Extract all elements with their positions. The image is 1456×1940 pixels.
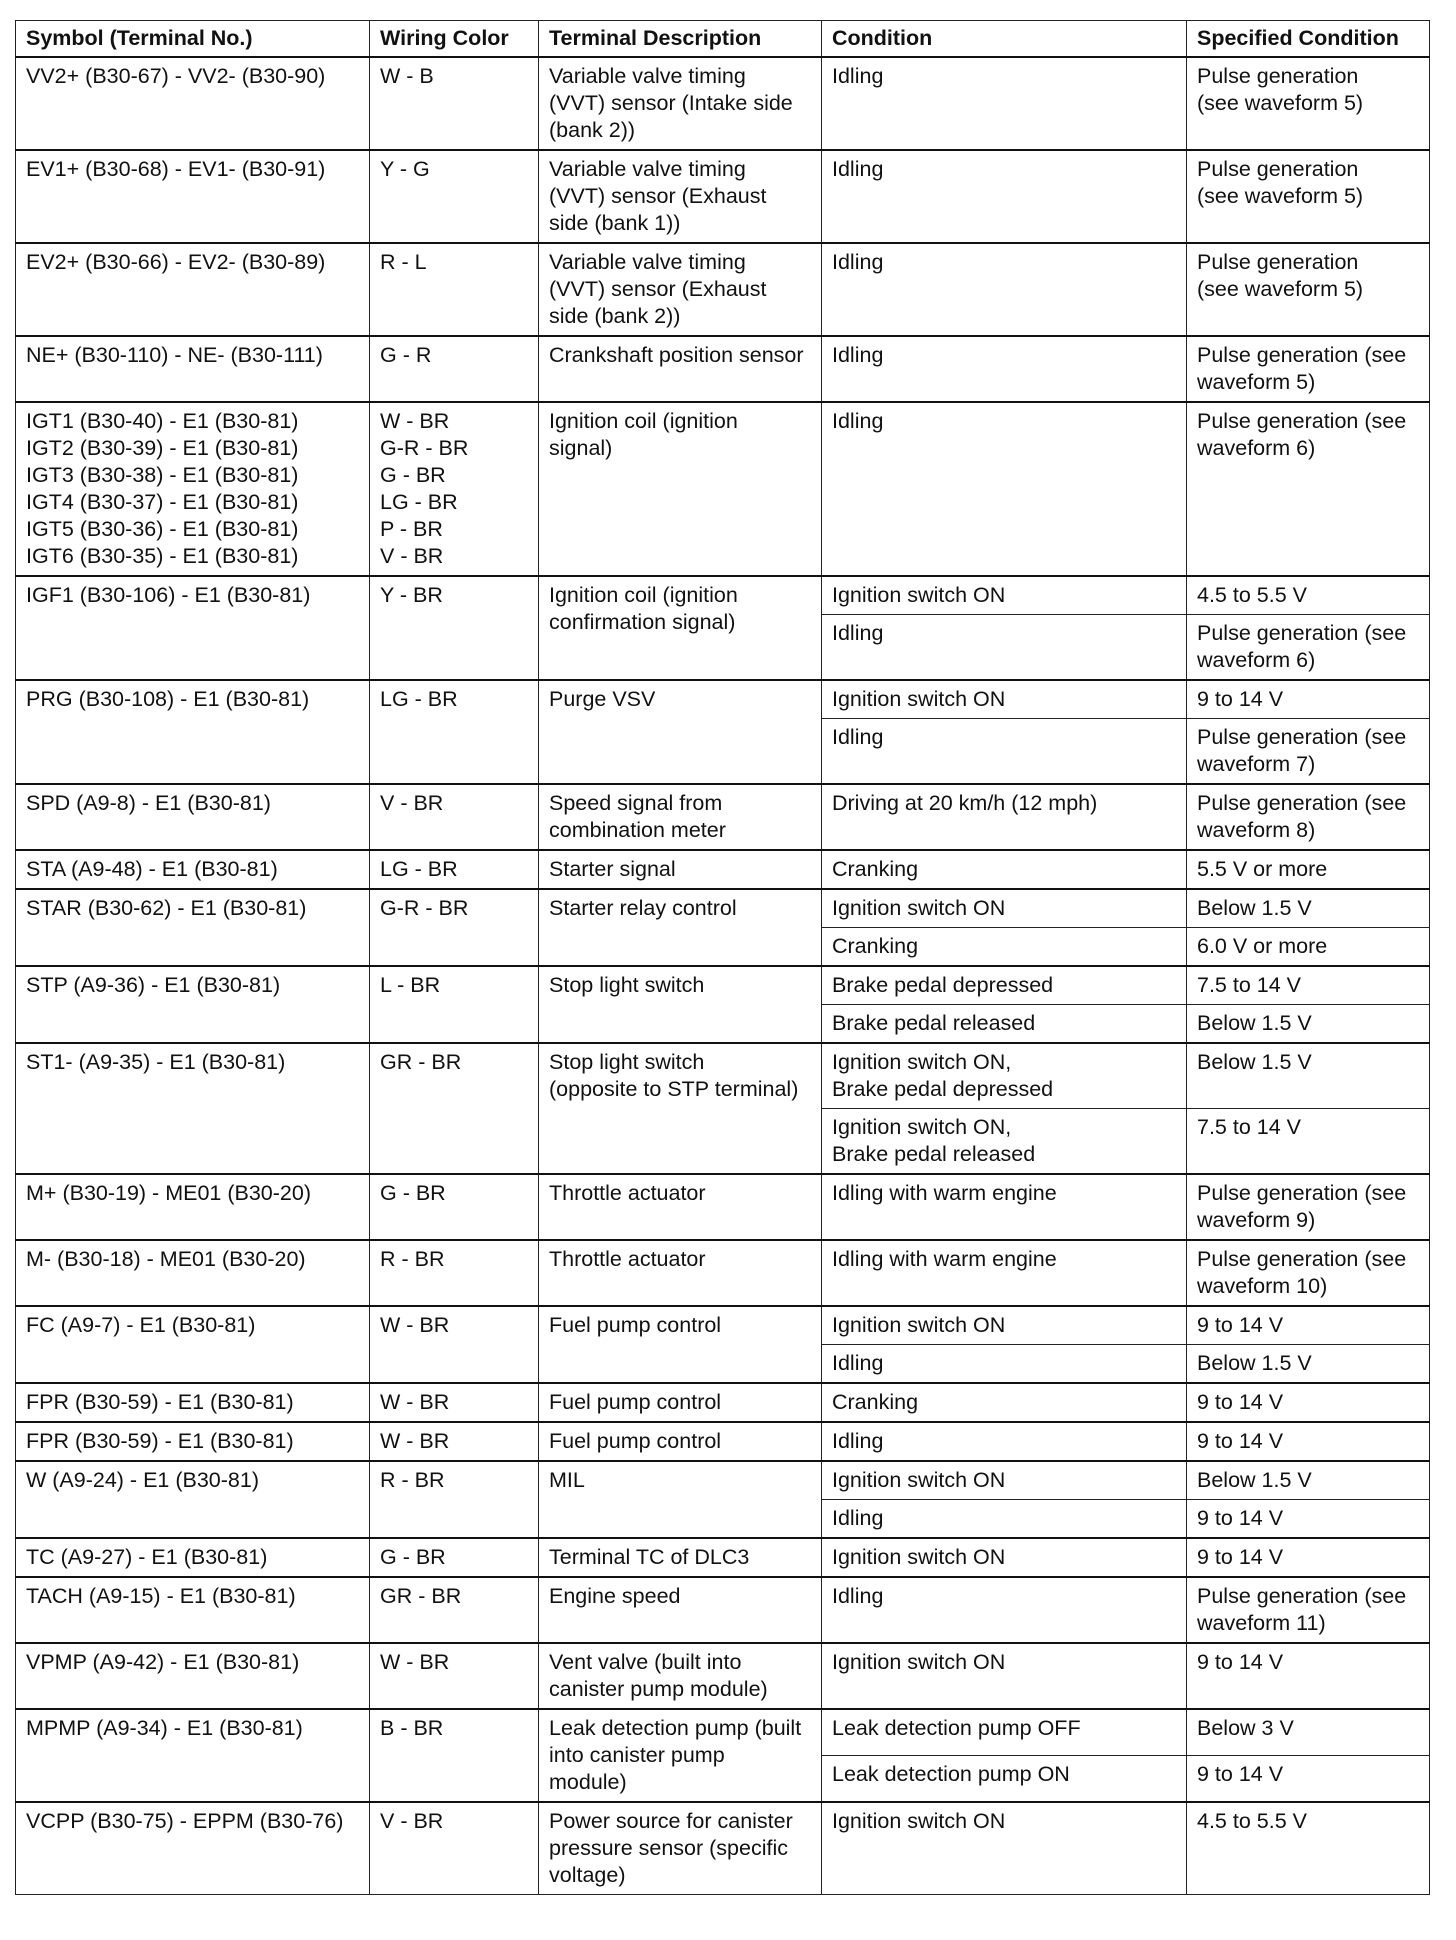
terminal-description-cell: Speed signal from combination meter [539,784,822,850]
wiring-color-cell: G - BR [370,1538,539,1577]
wiring-color-cell: W - BR [370,1306,539,1383]
specified-condition-cell: 9 to 14 V [1187,1500,1430,1539]
header-wiring-color: Wiring Color [370,21,539,58]
symbol-cell: VV2+ (B30-67) - VV2- (B30-90) [16,57,370,150]
specified-condition-cell: Pulse generation (see waveform 8) [1187,784,1430,850]
table-row [16,1709,1430,1756]
wiring-color-cell: R - L [370,243,539,336]
table-row [16,889,1430,928]
document-page [15,20,1430,1895]
specified-condition-cell: 5.5 V or more [1187,850,1430,889]
symbol-cell: SPD (A9-8) - E1 (B30-81) [16,784,370,850]
table-row [16,57,1430,150]
table-row [16,150,1430,243]
condition-cell: Leak detection pump ON [822,1756,1187,1803]
condition-cell: Idling [822,150,1187,243]
symbol-cell: ST1- (A9-35) - E1 (B30-81) [16,1043,370,1174]
specified-condition-cell: Pulse generation (see waveform 5) [1187,57,1430,150]
table-row [16,850,1430,889]
header-symbol: Symbol (Terminal No.) [16,21,370,58]
condition-cell: Ignition switch ON [822,1802,1187,1895]
wiring-color-cell: G-R - BR [370,889,539,966]
condition-cell: Driving at 20 km/h (12 mph) [822,784,1187,850]
symbol-cell: STA (A9-48) - E1 (B30-81) [16,850,370,889]
symbol-cell: FPR (B30-59) - E1 (B30-81) [16,1422,370,1461]
symbol-cell: IGT1 (B30-40) - E1 (B30-81) IGT2 (B30-39) - E1 (B30-81) IGT3 (B30-38) - E1 (B30-81) IGT4 (B30-37) - E1 (B30-81) IGT5 (B30-36) - E1 (B30-81) IGT6 (B30-35) - E1 (B30-81) [16,402,370,576]
symbol-cell: VCPP (B30-75) - EPPM (B30-76) [16,1802,370,1895]
terminal-description-cell: Ignition coil (ignition signal) [539,402,822,576]
condition-cell: Ignition switch ON [822,1306,1187,1345]
symbol-cell: VPMP (A9-42) - E1 (B30-81) [16,1643,370,1709]
terminal-description-cell: Crankshaft position sensor [539,336,822,402]
wiring-color-cell: G - BR [370,1174,539,1240]
symbol-cell: EV2+ (B30-66) - EV2- (B30-89) [16,243,370,336]
wiring-color-cell: LG - BR [370,680,539,784]
specified-condition-cell: Pulse generation (see waveform 5) [1187,243,1430,336]
condition-cell: Ignition switch ON [822,889,1187,928]
condition-cell: Cranking [822,850,1187,889]
specified-condition-cell: Pulse generation (see waveform 5) [1187,150,1430,243]
specified-condition-cell: Pulse generation (see waveform 5) [1187,336,1430,402]
wiring-color-cell: R - BR [370,1461,539,1538]
wiring-color-cell: W - BR G-R - BR G - BR LG - BR P - BR V - BR [370,402,539,576]
terminal-description-cell: Fuel pump control [539,1422,822,1461]
condition-cell: Ignition switch ON, Brake pedal depressed [822,1043,1187,1109]
symbol-cell: NE+ (B30-110) - NE- (B30-111) [16,336,370,402]
header-terminal-description: Terminal Description [539,21,822,58]
condition-cell: Idling [822,1500,1187,1539]
symbol-cell: FC (A9-7) - E1 (B30-81) [16,1306,370,1383]
wiring-color-cell: Y - BR [370,576,539,680]
condition-cell: Ignition switch ON, Brake pedal released [822,1109,1187,1175]
terminal-description-cell: Variable valve timing (VVT) sensor (Exhaust side (bank 2)) [539,243,822,336]
condition-cell: Idling with warm engine [822,1174,1187,1240]
terminal-description-cell: Starter relay control [539,889,822,966]
condition-cell: Ignition switch ON [822,680,1187,719]
condition-cell: Idling [822,57,1187,150]
symbol-cell: M- (B30-18) - ME01 (B30-20) [16,1240,370,1306]
condition-cell: Leak detection pump OFF [822,1709,1187,1756]
specified-condition-cell: Pulse generation (see waveform 6) [1187,615,1430,681]
specified-condition-cell: Pulse generation (see waveform 7) [1187,719,1430,785]
specified-condition-cell: Pulse generation (see waveform 10) [1187,1240,1430,1306]
table-row [16,1240,1430,1306]
terminal-description-cell: Vent valve (built into canister pump module) [539,1643,822,1709]
terminal-description-cell: Throttle actuator [539,1174,822,1240]
table-row [16,402,1430,576]
terminal-description-cell: Throttle actuator [539,1240,822,1306]
table-row [16,336,1430,402]
wiring-color-cell: W - BR [370,1422,539,1461]
wiring-color-cell: GR - BR [370,1577,539,1643]
header-row [16,21,1430,58]
wiring-color-cell: W - BR [370,1383,539,1422]
table-body [16,57,1430,1895]
symbol-cell: FPR (B30-59) - E1 (B30-81) [16,1383,370,1422]
condition-cell: Ignition switch ON [822,1461,1187,1500]
condition-cell: Cranking [822,1383,1187,1422]
terminal-description-cell: Engine speed [539,1577,822,1643]
wiring-color-cell: G - R [370,336,539,402]
table-row [16,1306,1430,1345]
condition-cell: Idling [822,1422,1187,1461]
terminal-spec-table [15,20,1430,1895]
specified-condition-cell: 9 to 14 V [1187,1383,1430,1422]
specified-condition-cell: 9 to 14 V [1187,1756,1430,1803]
table-row [16,243,1430,336]
condition-cell: Brake pedal depressed [822,966,1187,1005]
terminal-description-cell: Fuel pump control [539,1383,822,1422]
specified-condition-cell: 7.5 to 14 V [1187,1109,1430,1175]
wiring-color-cell: LG - BR [370,850,539,889]
terminal-description-cell: Variable valve timing (VVT) sensor (Exhaust side (bank 1)) [539,150,822,243]
table-row [16,576,1430,615]
condition-cell: Idling [822,336,1187,402]
condition-cell: Idling [822,402,1187,576]
wiring-color-cell: W - B [370,57,539,150]
header-specified-condition: Specified Condition [1187,21,1430,58]
condition-cell: Ignition switch ON [822,576,1187,615]
specified-condition-cell: Below 1.5 V [1187,1043,1430,1109]
terminal-description-cell: Stop light switch (opposite to STP terminal) [539,1043,822,1174]
table-row [16,1802,1430,1895]
terminal-description-cell: Power source for canister pressure sensor (specific voltage) [539,1802,822,1895]
wiring-color-cell: W - BR [370,1643,539,1709]
symbol-cell: EV1+ (B30-68) - EV1- (B30-91) [16,150,370,243]
terminal-description-cell: MIL [539,1461,822,1538]
terminal-description-cell: Starter signal [539,850,822,889]
terminal-description-cell: Ignition coil (ignition confirmation signal) [539,576,822,680]
specified-condition-cell: 6.0 V or more [1187,928,1430,967]
specified-condition-cell: 9 to 14 V [1187,1538,1430,1577]
condition-cell: Idling with warm engine [822,1240,1187,1306]
specified-condition-cell: Below 1.5 V [1187,1345,1430,1384]
wiring-color-cell: R - BR [370,1240,539,1306]
condition-cell: Idling [822,615,1187,681]
terminal-description-cell: Fuel pump control [539,1306,822,1383]
symbol-cell: M+ (B30-19) - ME01 (B30-20) [16,1174,370,1240]
symbol-cell: PRG (B30-108) - E1 (B30-81) [16,680,370,784]
condition-cell: Ignition switch ON [822,1643,1187,1709]
specified-condition-cell: Below 3 V [1187,1709,1430,1756]
symbol-cell: STAR (B30-62) - E1 (B30-81) [16,889,370,966]
condition-cell: Idling [822,719,1187,785]
table-row [16,784,1430,850]
table-row [16,966,1430,1005]
wiring-color-cell: V - BR [370,784,539,850]
terminal-description-cell: Stop light switch [539,966,822,1043]
condition-cell: Idling [822,243,1187,336]
condition-cell: Ignition switch ON [822,1538,1187,1577]
terminal-description-cell: Terminal TC of DLC3 [539,1538,822,1577]
specified-condition-cell: Pulse generation (see waveform 9) [1187,1174,1430,1240]
wiring-color-cell: L - BR [370,966,539,1043]
table-row [16,1174,1430,1240]
specified-condition-cell: 9 to 14 V [1187,1422,1430,1461]
specified-condition-cell: Below 1.5 V [1187,1005,1430,1044]
table-row [16,1422,1430,1461]
terminal-description-cell: Purge VSV [539,680,822,784]
specified-condition-cell: 4.5 to 5.5 V [1187,1802,1430,1895]
condition-cell: Cranking [822,928,1187,967]
specified-condition-cell: Below 1.5 V [1187,1461,1430,1500]
terminal-description-cell: Leak detection pump (built into canister pump module) [539,1709,822,1802]
table-row [16,1383,1430,1422]
table-row [16,1043,1430,1109]
specified-condition-cell: 9 to 14 V [1187,680,1430,719]
header-condition: Condition [822,21,1187,58]
condition-cell: Idling [822,1577,1187,1643]
table-row [16,1643,1430,1709]
specified-condition-cell: 9 to 14 V [1187,1306,1430,1345]
symbol-cell: MPMP (A9-34) - E1 (B30-81) [16,1709,370,1802]
symbol-cell: W (A9-24) - E1 (B30-81) [16,1461,370,1538]
condition-cell: Brake pedal released [822,1005,1187,1044]
condition-cell: Idling [822,1345,1187,1384]
specified-condition-cell: 4.5 to 5.5 V [1187,576,1430,615]
symbol-cell: TC (A9-27) - E1 (B30-81) [16,1538,370,1577]
table-row [16,1538,1430,1577]
wiring-color-cell: V - BR [370,1802,539,1895]
table-row [16,680,1430,719]
specified-condition-cell: 7.5 to 14 V [1187,966,1430,1005]
specified-condition-cell: Below 1.5 V [1187,889,1430,928]
wiring-color-cell: GR - BR [370,1043,539,1174]
specified-condition-cell: Pulse generation (see waveform 11) [1187,1577,1430,1643]
symbol-cell: TACH (A9-15) - E1 (B30-81) [16,1577,370,1643]
terminal-description-cell: Variable valve timing (VVT) sensor (Intake side (bank 2)) [539,57,822,150]
wiring-color-cell: Y - G [370,150,539,243]
table-row [16,1577,1430,1643]
table-row [16,1461,1430,1500]
specified-condition-cell: Pulse generation (see waveform 6) [1187,402,1430,576]
specified-condition-cell: 9 to 14 V [1187,1643,1430,1709]
symbol-cell: IGF1 (B30-106) - E1 (B30-81) [16,576,370,680]
wiring-color-cell: B - BR [370,1709,539,1802]
symbol-cell: STP (A9-36) - E1 (B30-81) [16,966,370,1043]
